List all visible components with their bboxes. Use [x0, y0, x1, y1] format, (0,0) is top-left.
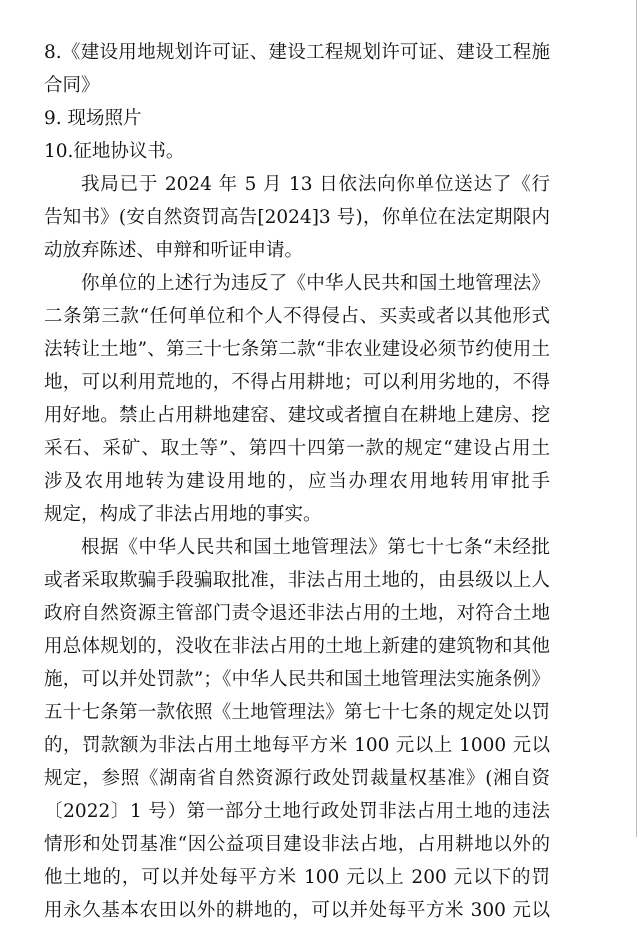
text-line: 合同》	[44, 75, 100, 96]
page-edge-divider	[636, 0, 637, 837]
text-line: 或者采取欺骗手段骗取批准，非法占用土地的，由县级以上人	[44, 570, 550, 591]
text-line: 8.《建设用地规划许可证、建设工程规划许可证、建设工程施	[44, 42, 550, 63]
text-line: 五十七条第一款依照《土地管理法》第七十七条的规定处以罚	[44, 702, 550, 723]
text-line: 二条第三款“任何单位和个人不得侵占、买卖或者以其他形式	[44, 306, 550, 327]
text-line: 用永久基本农田以外的耕地的，可以并处每平方米 300 元以	[44, 900, 550, 921]
text-line: 他土地的，可以并处每平方米 100 元以上 200 元以下的罚	[44, 867, 550, 888]
text-line: 用好地。禁止占用耕地建窑、建坟或者擅自在耕地上建房、挖	[44, 405, 550, 426]
text-line: 10.征地协议书。	[44, 141, 185, 162]
document-page	[44, 36, 550, 927]
text-line: 用总体规划的，没收在非法占用的土地上新建的建筑物和其他	[44, 636, 550, 657]
text-line: 施，可以并处罚款”；《中华人民共和国土地管理法实施条例》	[44, 669, 550, 690]
text-line: 动放弃陈述、申辩和听证申请。	[44, 240, 304, 261]
text-line: 根据《中华人民共和国土地管理法》第七十七条“未经批	[81, 537, 550, 558]
text-line: 规定，构成了非法占用地的事实。	[44, 504, 322, 525]
text-line: 采石、采矿、取土等”、第四十四第一款的规定“建设占用土	[44, 438, 550, 459]
text-line: 政府自然资源主管部门责令退还非法占用的土地，对符合土地	[44, 603, 550, 624]
text-line: 我局已于 2024 年 5 月 13 日依法向你单位送达了《行	[81, 174, 550, 195]
text-line: 的，罚款额为非法占用土地每平方米 100 元以上 1000 元以	[44, 735, 550, 756]
text-line: 告知书》(安自然资罚高告[2024]3 号)，你单位在法定期限内	[44, 207, 550, 228]
text-line: 涉及农用地转为建设用地的，应当办理农用地转用审批手	[44, 471, 550, 492]
text-line: 你单位的上述行为违反了《中华人民共和国土地管理法》	[81, 273, 550, 294]
text-line: 〔2022〕1 号）第一部分土地行政处罚非法占用土地的违法	[44, 801, 550, 822]
text-line: 情形和处罚基准“因公益项目建设非法占地，占用耕地以外的	[44, 834, 550, 855]
text-line: 规定，参照《湖南省自然资源行政处罚裁量权基准》(湘自资	[44, 768, 550, 789]
text-line: 地，可以利用荒地的，不得占用耕地；可以利用劣地的，不得	[44, 372, 550, 393]
text-line: 法转让土地”、第三十七条第二款“非农业建设必须节约使用土	[44, 339, 550, 360]
text-line: 9. 现场照片	[44, 108, 142, 129]
